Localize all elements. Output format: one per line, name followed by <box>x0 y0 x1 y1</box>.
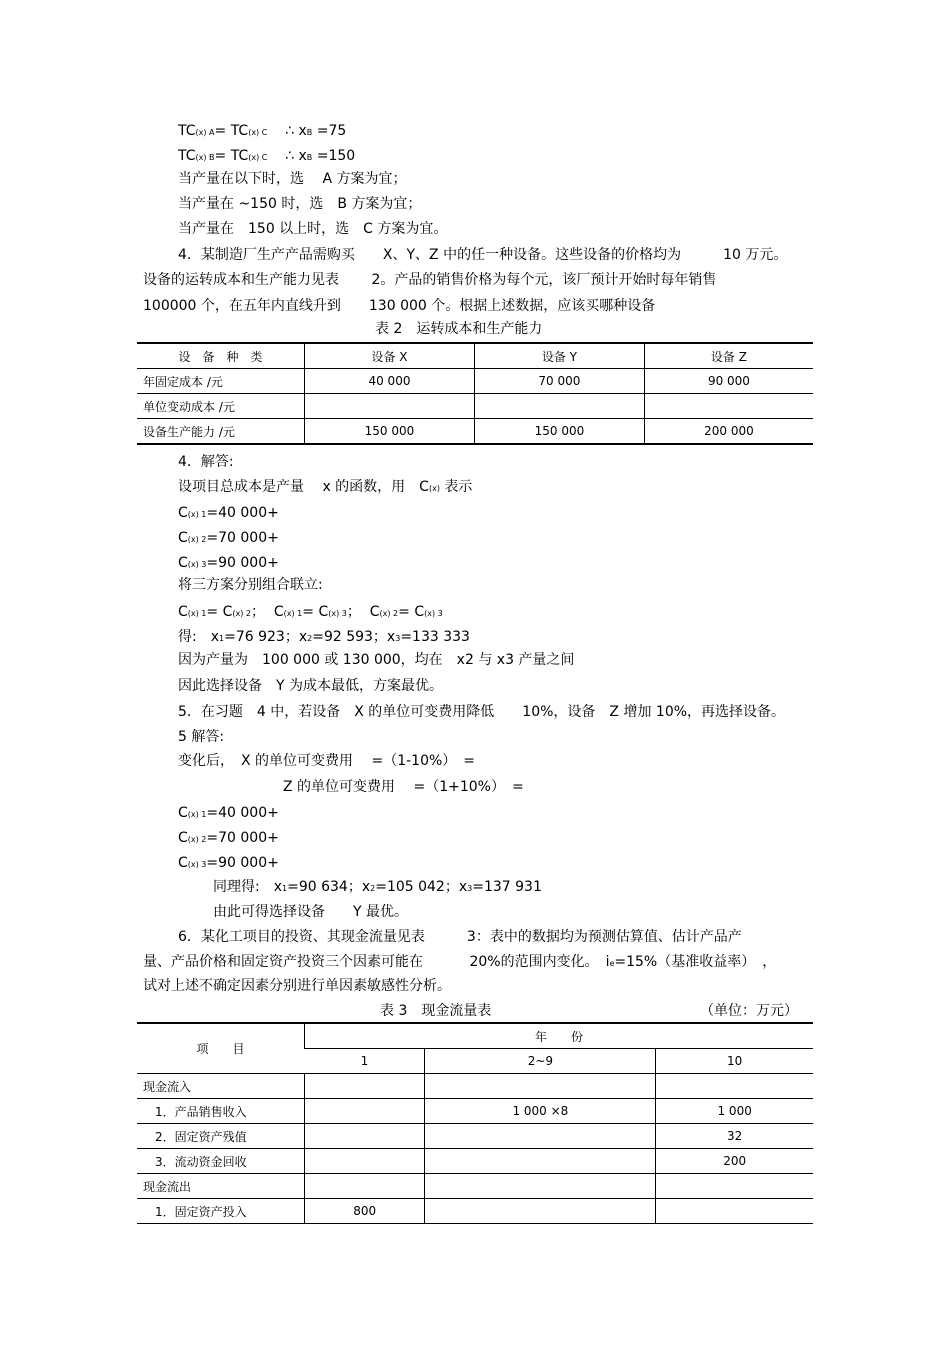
question-4-line-2: 设备的运转成本和生产能力见表 2。产品的销售价格为每个元，该厂预计开始时每年销售 <box>143 272 717 288</box>
answer-4-heading: 4．解答: <box>178 454 234 470</box>
result-4: 得: x1=76 923；x2=92 593；x3=133 333 <box>178 629 470 645</box>
question-4-line-1: 4．某制造厂生产产品需购买 X、Y、Z 中的任一种设备。这些设备的价格均为 10 万元。 <box>178 247 788 263</box>
table-2-title: 表 2 运转成本和生产能力 <box>375 321 543 337</box>
cost-eq-3: C(x) 3=90 000+ <box>178 555 279 571</box>
table-row: 年固定成本 /元 40 000 70 000 90 000 <box>137 369 813 394</box>
table-2-operating-cost <box>137 342 813 445</box>
question-5: 5．在习题 4 中，若设备 X 的单位可变费用降低 10%，设备 Z 增加 10%，再选择设备。 <box>178 704 786 720</box>
table-row: 1 2~9 10 <box>137 1049 813 1074</box>
table-row: 设备生产能力 /元 150 000 150 000 200 000 <box>137 419 813 445</box>
table-row: 3．流动资金回收 200 <box>137 1149 813 1174</box>
question-6-line-3: 试对上述不确定因素分别进行单因素敏感性分析。 <box>143 978 451 994</box>
cost-eq-2b: C(x) 2=70 000+ <box>178 830 279 846</box>
table-3-cash-flow <box>137 1022 813 1224</box>
cost-eq-1b: C(x) 1=40 000+ <box>178 805 279 821</box>
cost-eq-1: C(x) 1=40 000+ <box>178 505 279 521</box>
line-plan-b: 当产量在 ~150 时，选 B 方案为宜； <box>178 196 422 212</box>
answer-4-intro: 设项目总成本是产量 x 的函数，用 C(x) 表示 <box>178 479 473 495</box>
because-text: 因为产量为 100 000 或 130 000，均在 x2 与 x3 产量之间 <box>178 652 575 668</box>
conclusion-5: 由此可得选择设备 Y 最优。 <box>213 904 409 920</box>
table-3-title: 表 3 现金流量表 <box>380 1003 492 1019</box>
table-row: 1．产品销售收入 1 000 ×8 1 000 <box>137 1099 813 1124</box>
cost-eq-3b: C(x) 3=90 000+ <box>178 855 279 871</box>
question-6-line-1: 6．某化工项目的投资、其现金流量见表 3：表中的数据均为预测估算值、估计产品产 <box>178 929 742 945</box>
combined-equations: C(x) 1= C(x) 2； C(x) 1= C(x) 3； C(x) 2= C(x) 3 <box>178 604 443 620</box>
table-row: 现金流出 <box>137 1174 813 1199</box>
answer-5-heading: 5 解答: <box>178 729 225 745</box>
line-tc-a: TC(x) A= TC(x) C ∴ xB =75 <box>178 123 347 139</box>
conclusion-4: 因此选择设备 Y 为成本最低，方案最优。 <box>178 678 444 694</box>
table-row: 项 目 年 份 <box>137 1023 813 1049</box>
table-row: 现金流入 <box>137 1074 813 1099</box>
change-z: Z 的单位可变费用 =（1+10%） = <box>283 779 524 795</box>
change-x: 变化后， X 的单位可变费用 =（1-10%） = <box>178 753 476 769</box>
cost-eq-2: C(x) 2=70 000+ <box>178 530 279 546</box>
question-6-line-2: 量、产品价格和固定资产投资三个因素可能在 20%的范围内变化。 ie=15%（基准收益率） ， <box>143 954 777 970</box>
line-tc-b: TC(x) B= TC(x) C ∴ xB =150 <box>178 148 356 164</box>
line-plan-c: 当产量在 150 以上时，选 C 方案为宜。 <box>178 221 448 237</box>
table-row: 1．固定资产投入 800 <box>137 1199 813 1224</box>
table-row: 单位变动成本 /元 <box>137 394 813 419</box>
result-5: 同理得: x1=90 634；x2=105 042；x3=137 931 <box>213 879 542 895</box>
question-4-line-3: 100000 个，在五年内直线升到 130 000 个。根据上述数据，应该买哪种设备 <box>143 298 656 314</box>
table-row: 设 备 种 类 设备 X 设备 Y 设备 Z <box>137 343 813 369</box>
combine-text: 将三方案分别组合联立: <box>178 577 323 593</box>
table-row: 2．固定资产残值 32 <box>137 1124 813 1149</box>
table-3-unit: （单位：万元） <box>700 1003 798 1019</box>
line-plan-a: 当产量在以下时，选 A 方案为宜； <box>178 171 407 187</box>
